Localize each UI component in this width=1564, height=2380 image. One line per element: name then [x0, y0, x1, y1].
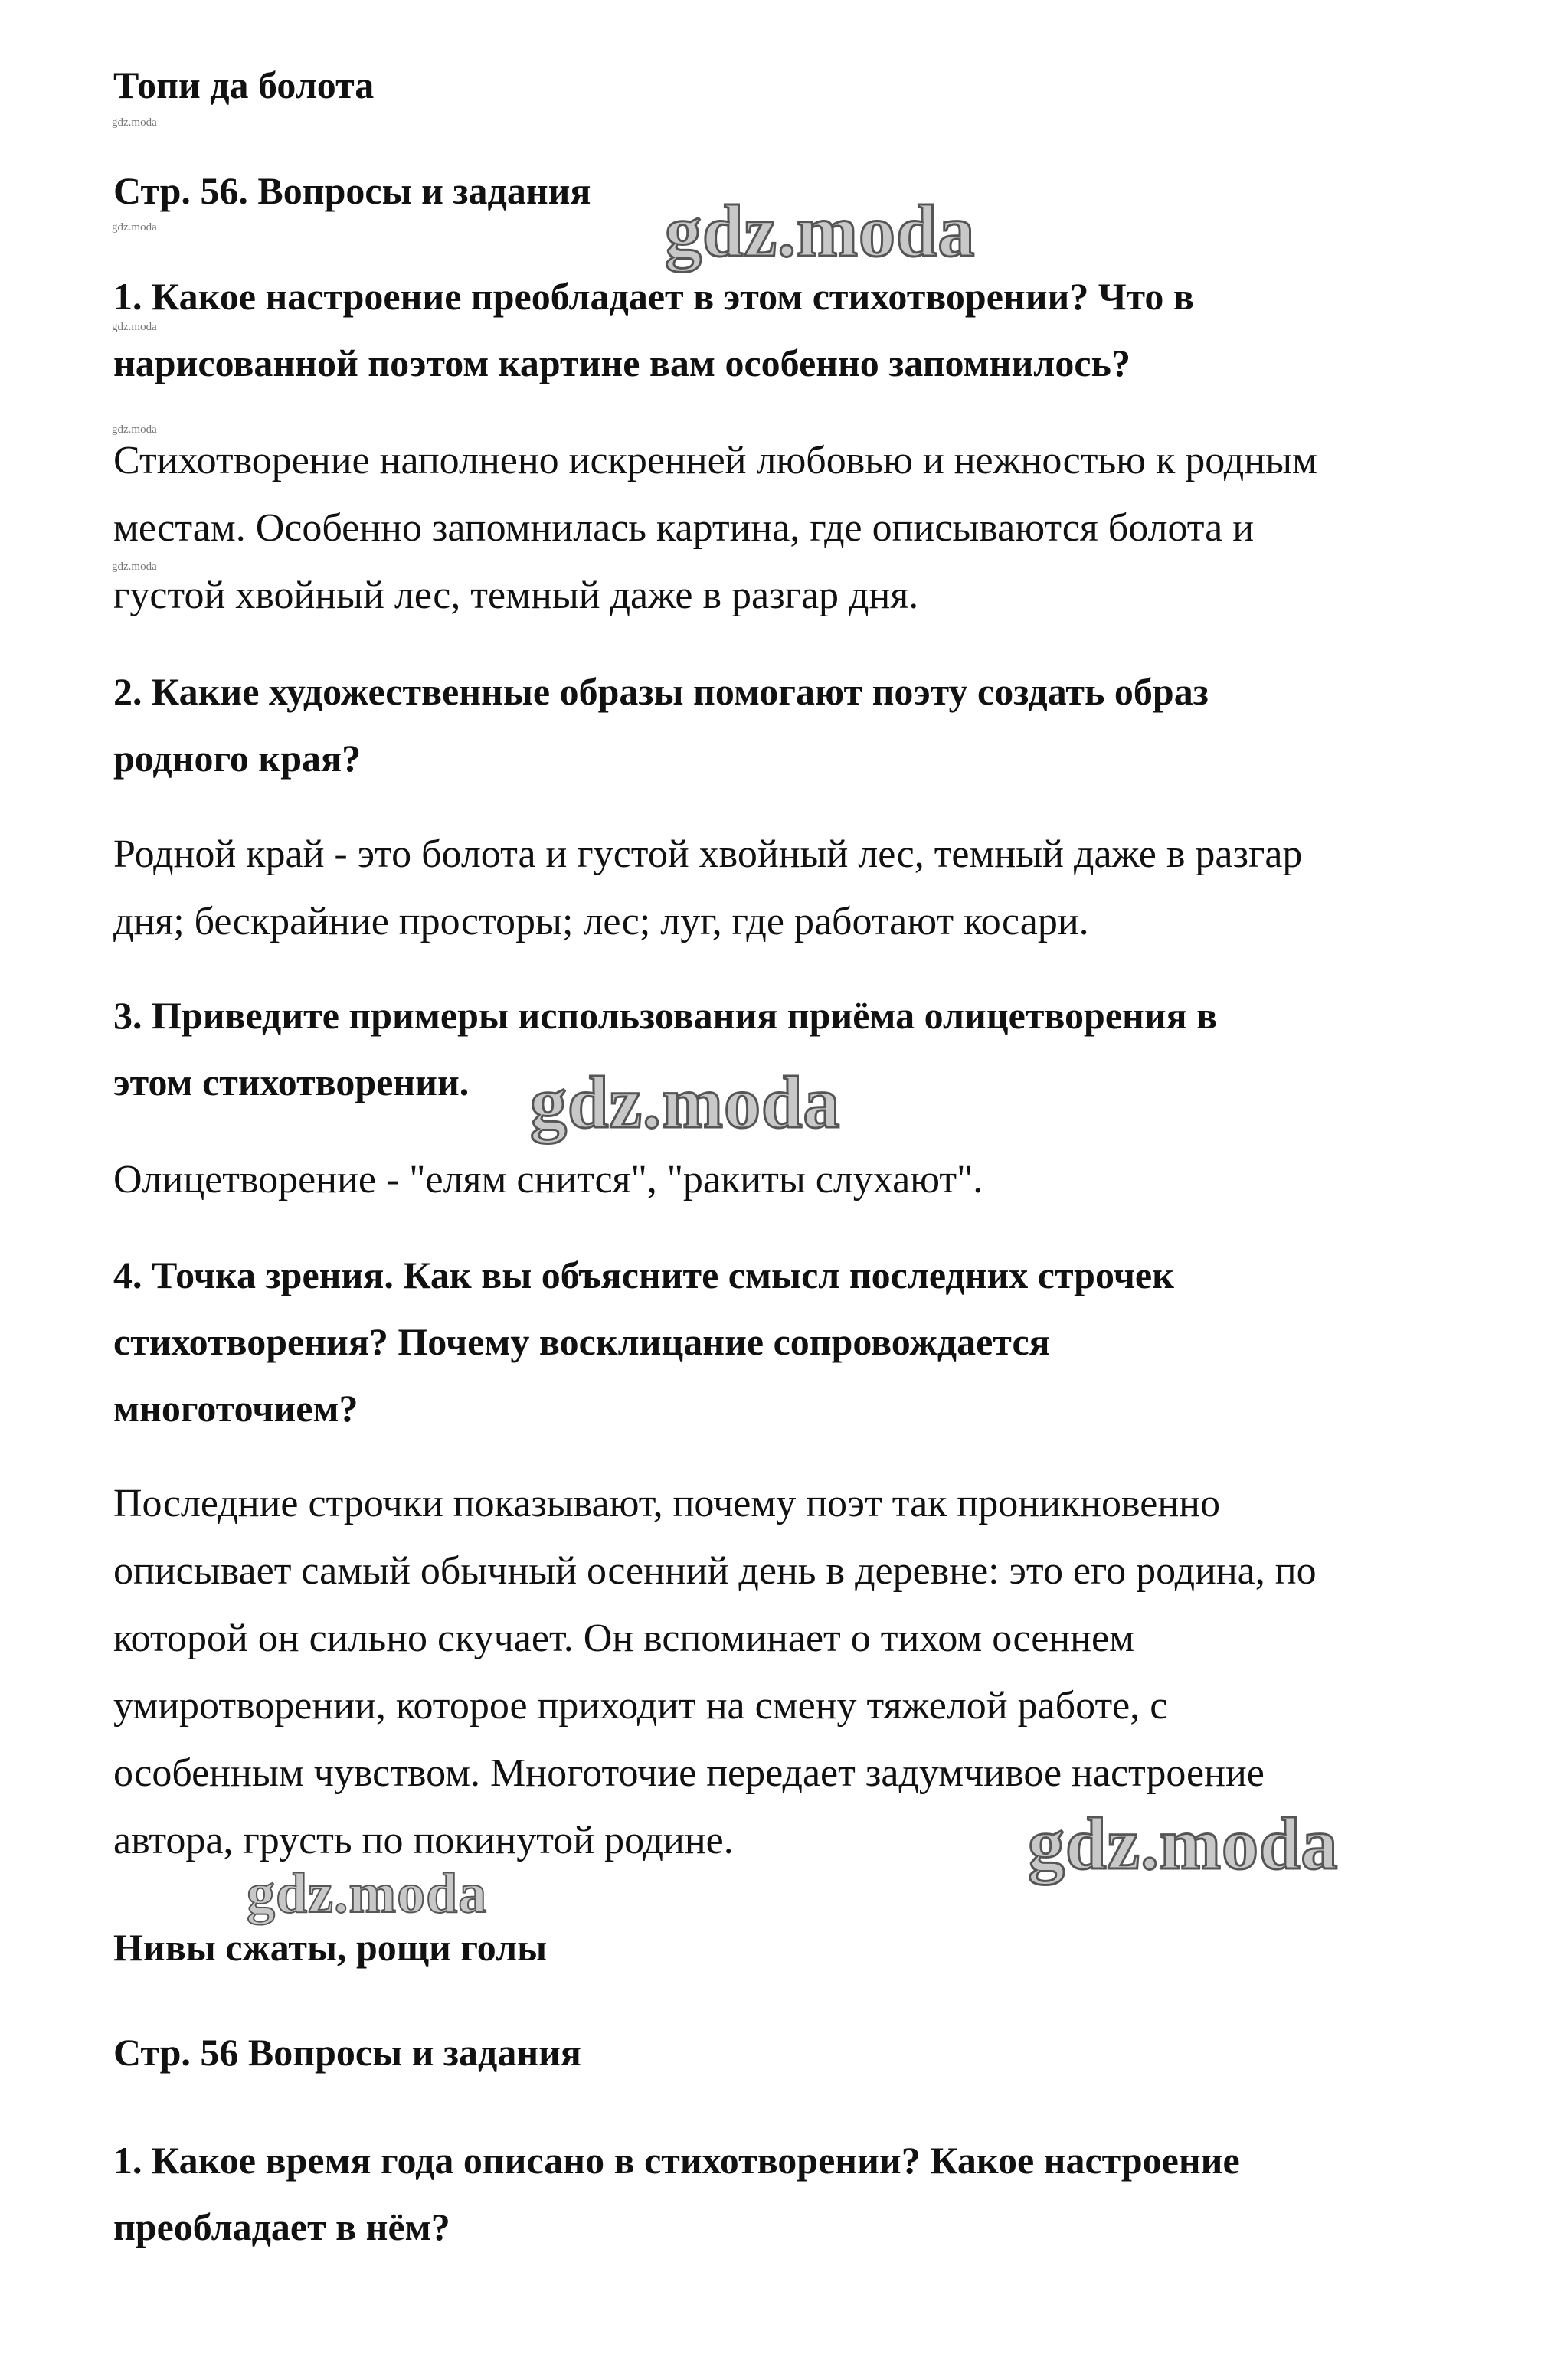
question-line: 3. Приведите примеры использования приёма олицетворения в — [113, 994, 1218, 1037]
answer-line: дня; бескрайние просторы; лес; луг, где работают косари. — [113, 900, 1089, 943]
answer-line: которой он сильно скучает. Он вспоминает о тихом осеннем — [113, 1617, 1134, 1660]
question-line: стихотворения? Почему восклицание сопровождается — [113, 1320, 1050, 1363]
answer-line: особенным чувством. Многоточие передает задумчивое настроение — [113, 1751, 1265, 1795]
watermark-small: gdz.moda — [112, 221, 157, 234]
page-heading: Стр. 56. Вопросы и задания — [113, 169, 591, 212]
question-line: 4. Точка зрения. Как вы объясните смысл последних строчек — [113, 1254, 1174, 1296]
poem-title: Нивы сжаты, рощи голы — [113, 1926, 548, 1969]
question-line: этом стихотворении. — [113, 1061, 470, 1103]
watermark-large: gdz.moda — [247, 1862, 488, 1925]
answer-line: местам. Особенно запомнилась картина, где описываются болота и — [113, 506, 1255, 550]
answer-line: умиротворении, которое приходит на смену тяжелой работе, с — [113, 1684, 1168, 1728]
answer-line: Олицетворение - "елям снится", "ракиты слухают". — [113, 1158, 983, 1201]
answer-line: автора, грусть по покинутой родине. — [113, 1819, 734, 1862]
watermark-large: gdz.moda — [530, 1061, 841, 1143]
page-heading: Стр. 56 Вопросы и задания — [113, 2031, 581, 2074]
question-line: многоточием? — [113, 1387, 358, 1430]
watermark-large: gdz.moda — [665, 190, 976, 272]
watermark-large: gdz.moda — [1028, 1803, 1339, 1885]
poem-title: Топи да болота — [113, 64, 375, 106]
watermark-small: gdz.moda — [112, 423, 157, 436]
answer-line: Стихотворение наполнено искренней любовью и нежностью к родным — [113, 439, 1317, 482]
answer-line: Последние строчки показывают, почему поэт так проникновенно — [113, 1482, 1220, 1525]
question-line: преобладает в нём? — [113, 2205, 450, 2248]
question-line: 1. Какое настроение преобладает в этом стихотворении? Что в — [113, 275, 1194, 318]
question-line: 1. Какое время года описано в стихотворении? Какое настроение — [113, 2139, 1240, 2182]
question-line: родного края? — [113, 737, 362, 780]
question-line: нарисованной поэтом картине вам особенно запомнилось? — [113, 342, 1130, 384]
watermark-small: gdz.moda — [112, 321, 157, 333]
answer-line: густой хвойный лес, темный даже в разгар дня. — [113, 574, 919, 617]
question-line: 2. Какие художественные образы помогают поэту создать образ — [113, 670, 1209, 713]
answer-line: Родной край - это болота и густой хвойный лес, темный даже в разгар — [113, 832, 1303, 876]
answer-line: описывает самый обычный осенний день в деревне: это его родина, по — [113, 1549, 1317, 1593]
watermark-small: gdz.moda — [112, 116, 157, 129]
watermark-small: gdz.moda — [112, 561, 157, 573]
